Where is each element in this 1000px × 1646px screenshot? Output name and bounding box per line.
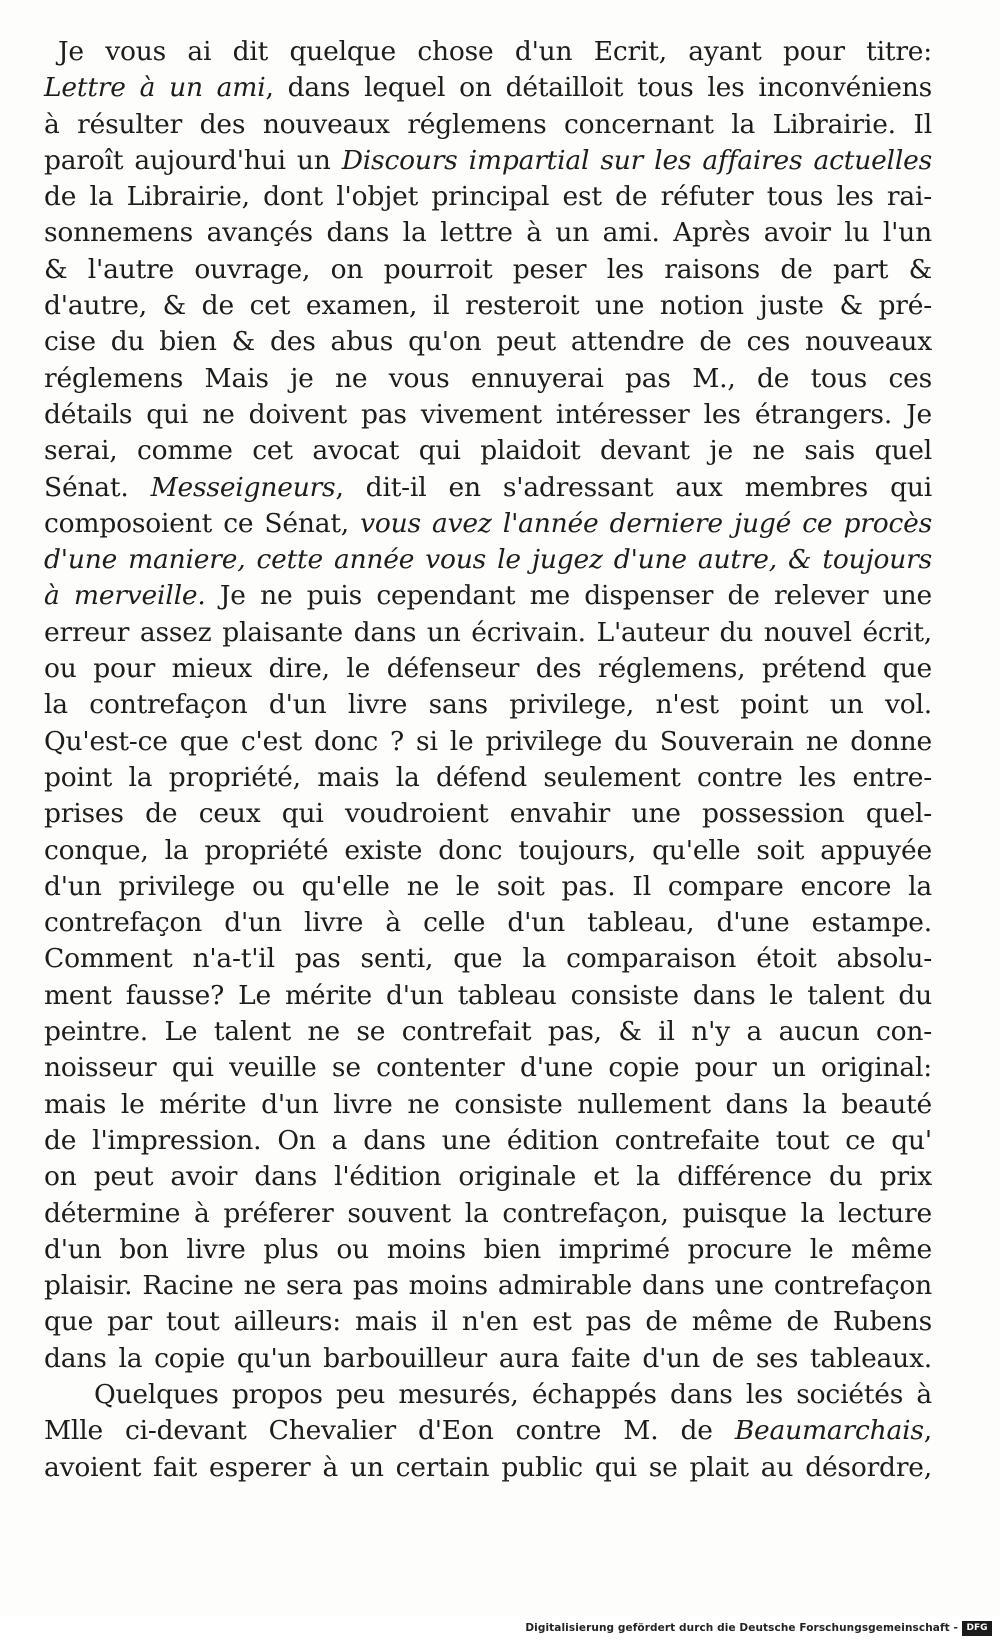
text-line: [44, 215, 932, 251]
text-line: [44, 724, 932, 760]
text-run: ou pour mieux dire, le défenseur des réglemens, prétend que: [44, 653, 932, 685]
text-line: [44, 1014, 932, 1050]
text-run: peintre. Le talent ne se contrefait pas, & il n'y a aucun con-: [44, 1016, 932, 1048]
text-line: [44, 1087, 932, 1123]
text-line: [44, 1232, 932, 1268]
text-line: [44, 869, 932, 905]
body-text: [44, 34, 932, 1486]
text-run: ment fausse? Le mérite d'un tableau consiste dans le talent du: [44, 979, 932, 1011]
text-run: d'un bon livre plus ou moins bien imprimé procure le même: [44, 1233, 932, 1265]
text-run: point la propriété, mais la défend seulement contre les entre-: [44, 761, 932, 793]
text-line: [44, 796, 932, 832]
text-run: plaisir. Racine ne sera pas moins admirable dans une contrefaçon: [44, 1270, 932, 1302]
text-line: [44, 324, 932, 360]
text-line: [44, 941, 932, 977]
text-run: Comment n'a-t'il pas senti, que la comparaison étoit absolu-: [44, 943, 932, 975]
text-run: ,: [923, 1415, 932, 1447]
italic-run: Lettre à un ami: [44, 72, 266, 104]
text-line: [44, 70, 932, 106]
text-run: mais le mérite d'un livre ne consiste nullement dans la beauté: [44, 1088, 932, 1120]
text-line: [44, 506, 932, 542]
text-run: détails qui ne doivent pas vivement intéresser les étrangers. Je: [44, 398, 932, 430]
text-run: dans la copie qu'un barbouilleur aura faite d'un de ses tableaux.: [44, 1342, 932, 1374]
text-run: cise du bien & des abus qu'on peut attendre de ces nouveaux: [44, 326, 932, 358]
italic-run: d'une maniere, cette année vous le jugez d'une autre, & toujours: [44, 544, 932, 576]
text-run: & l'autre ouvrage, on pourroit peser les raisons de part &: [44, 253, 932, 285]
text-run: de la Librairie, dont l'objet principal est de réfuter tous les rai-: [44, 181, 932, 213]
text-line: [44, 34, 932, 70]
text-run: Sénat.: [44, 471, 151, 503]
text-run: avoient fait esperer à un certain public qui se plait au désordre,: [44, 1451, 932, 1483]
text-run: à résulter des nouveaux réglemens concernant la Librairie. Il: [44, 108, 932, 140]
text-run: Qu'est-ce que c'est donc ? si le privilege du Souverain ne donne: [44, 725, 932, 757]
text-line: [44, 1268, 932, 1304]
text-line: [44, 433, 932, 469]
text-run: composoient ce Sénat,: [44, 507, 361, 539]
text-line: [44, 1050, 932, 1086]
italic-run: à merveille.: [44, 580, 206, 612]
text-line: [44, 1377, 932, 1413]
text-line: [44, 1196, 932, 1232]
text-line: [44, 651, 932, 687]
text-run: noisseur qui veuille se contenter d'une copie pour un original:: [44, 1052, 932, 1084]
italic-run: Messeigneurs: [150, 471, 336, 503]
text-run: détermine à préferer souvent la contrefaçon, puisque la lecture: [44, 1197, 932, 1229]
text-line: [44, 760, 932, 796]
text-run: réglemens Mais je ne vous ennuyerai pas M., de tous ces: [44, 362, 932, 394]
text-line: [44, 578, 932, 614]
text-line: [44, 1341, 932, 1377]
text-line: [44, 905, 932, 941]
text-line: [44, 397, 932, 433]
text-run: Quelques propos peu mesurés, échappés dans les sociétés à: [94, 1378, 932, 1410]
dfg-logo: DFG: [962, 1621, 992, 1636]
text-run: serai, comme cet avocat qui plaidoit devant je ne sais quel: [44, 435, 932, 467]
text-run: prises de ceux qui voudroient envahir une possession quel-: [44, 798, 932, 830]
text-line: [44, 107, 932, 143]
text-run: on peut avoir dans l'édition originale et la différence du prix: [44, 1161, 932, 1193]
text-line: [44, 143, 932, 179]
text-run: Mlle ci-devant Chevalier d'Eon contre M. de: [44, 1415, 735, 1447]
text-run: d'un privilege ou qu'elle ne le soit pas. Il compare encore la: [44, 870, 932, 902]
funding-note: Digitalisierung gefördert durch die Deutsche Forschungsgemeinschaft -: [525, 1622, 958, 1634]
italic-run: Discours impartial sur les affaires actuelles: [341, 144, 932, 176]
text-run: paroît aujourd'hui un: [44, 144, 342, 176]
text-line: [44, 1304, 932, 1340]
text-run: conque, la propriété existe donc toujours, qu'elle soit appuyée: [44, 834, 932, 866]
text-line: [44, 978, 932, 1014]
text-line: [44, 470, 932, 506]
text-run: Je vous ai dit quelque chose d'un Ecrit, ayant pour titre:: [58, 36, 932, 67]
text-run: de l'impression. On a dans une édition contrefaite tout ce qu': [44, 1124, 932, 1156]
text-run: que par tout ailleurs: mais il n'en est pas de même de Rubens: [44, 1306, 932, 1338]
text-line: [44, 1159, 932, 1195]
text-line: [44, 687, 932, 723]
text-run: , dit-il en s'adressant aux membres qui: [335, 471, 932, 503]
text-run: Je ne puis cependant me dispenser de relever une: [205, 580, 932, 612]
text-run: d'autre, & de cet examen, il resteroit une notion juste & pré-: [44, 290, 932, 322]
text-run: contrefaçon d'un livre à celle d'un tableau, d'une estampe.: [44, 907, 932, 939]
text-line: [44, 542, 932, 578]
text-run: la contrefaçon d'un livre sans privilege, n'est point un vol.: [44, 689, 932, 721]
text-run: sonnemens avançés dans la lettre à un ami. Après avoir lu l'un: [44, 217, 932, 249]
text-line: [44, 1123, 932, 1159]
text-run: , dans lequel on détailloit tous les inconvéniens: [265, 72, 932, 104]
text-line: [44, 252, 932, 288]
italic-run: Beaumarchais: [734, 1415, 924, 1447]
text-line: [44, 833, 932, 869]
text-line: [44, 179, 932, 215]
footer: [0, 1616, 1000, 1646]
text-line: [44, 1413, 932, 1449]
text-line: [44, 1450, 932, 1486]
text-run: erreur assez plaisante dans un écrivain. L'auteur du nouvel écrit,: [44, 616, 932, 648]
text-line: [44, 288, 932, 324]
text-line: [44, 615, 932, 651]
italic-run: vous avez l'année derniere jugé ce procès: [360, 507, 932, 539]
text-line: [44, 361, 932, 397]
